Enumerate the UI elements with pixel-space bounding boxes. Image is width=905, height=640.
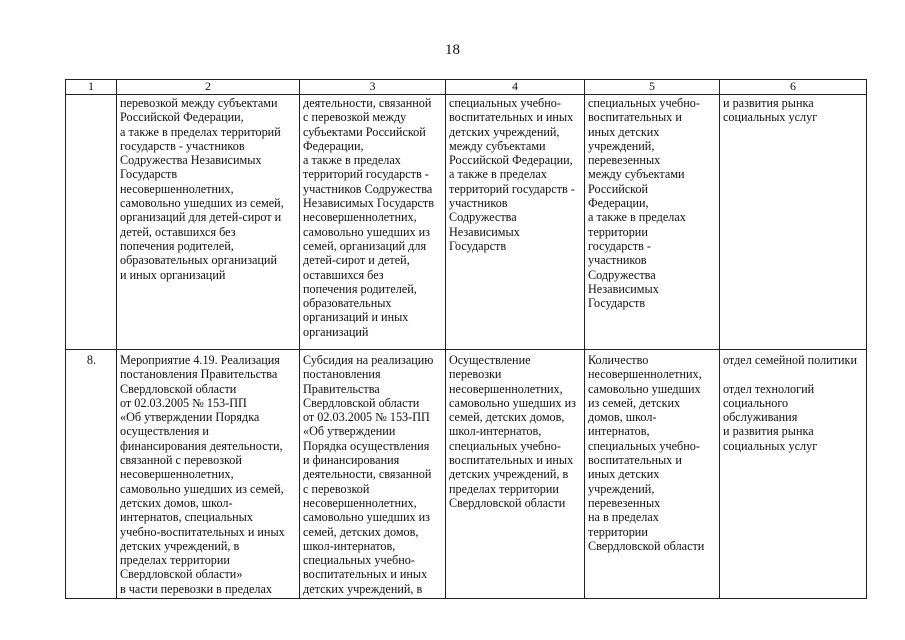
header-cell: 2 [117,80,300,95]
header-cell: 5 [585,80,720,95]
header-cell: 3 [300,80,446,95]
measure-action-cell: Осуществление перевозки несовершеннолетних, самовольно ушедших из семей, детских домов, школ-интернатов, специальных учебно- воспитательных и иных детских учреждений, в пределах территории Свердловской области [446,350,585,599]
table-row [66,350,867,599]
responsible-cell: и развития рынка социальных услуг [720,95,867,350]
table-row [66,95,867,350]
row-number-cell: 8. [66,350,117,599]
header-cell: 1 [66,80,117,95]
page-number: 18 [445,42,460,58]
measure-content-cell: Субсидия на реализацию постановления Правительства Свердловской области от 02.03.2005 № 153-ПП «Об утверждении Порядка осуществления и финансирования деятельности, связанной с перевозкой несовершеннолетних, самовольно ушедших из семей, детских домов, школ-интернатов, специальных учебно- воспитательных и иных детских учреждений, в [300,350,446,599]
table-header-row [66,80,867,95]
measures-table [65,79,867,599]
header-cell: 4 [446,80,585,95]
measure-indicator-cell: Количество несовершеннолетних, самовольно ушедших из семей, детских домов, школ- интернатов, специальных учебно- воспитательных и иных детских учреждений, перевезенных на в пределах территории Свердловской области [585,350,720,599]
measure-name-cell: Мероприятие 4.19. Реализация постановления Правительства Свердловской области от 02.03.2005 № 153-ПП «Об утверждении Порядка осуществления и финансирования деятельности, связанной с перевозкой несовершеннолетних, самовольно ушедших из семей, детских домов, школ- интернатов, специальных учебно-воспитательных и иных детских учреждений, в пределах территории Свердловской области» в части перевозки в пределах [117,350,300,599]
measure-name-cell: перевозкой между субъектами Российской Федерации, а также в пределах территорий государств - участников Содружества Независимых Государств несовершеннолетних, самовольно ушедших из семей, организаций для детей-сирот и детей, оставшихся без попечения родителей, образовательных организаций и иных организаций [117,95,300,350]
measure-content-cell: деятельности, связанной с перевозкой между субъектами Российской Федерации, а также в пределах территорий государств - участников Содружества Независимых Государств несовершеннолетних, самовольно ушедших из семей, организаций для детей-сирот и детей, оставшихся без попечения родителей, образовательных организаций и иных организаций [300,95,446,350]
row-number-cell [66,95,117,350]
header-cell: 6 [720,80,867,95]
measure-action-cell: специальных учебно- воспитательных и иных детских учреждений, между субъектами Российской Федерации, а также в пределах территорий государств - участников Содружества Независимых Государств [446,95,585,350]
measure-indicator-cell: специальных учебно- воспитательных и иных детских учреждений, перевезенных между субъектами Российской Федерации, а также в пределах территории государств - участников Содружества Независимых Государств [585,95,720,350]
responsible-cell: отдел семейной политики отдел технологий социального обслуживания и развития рынка социальных услуг [720,350,867,599]
